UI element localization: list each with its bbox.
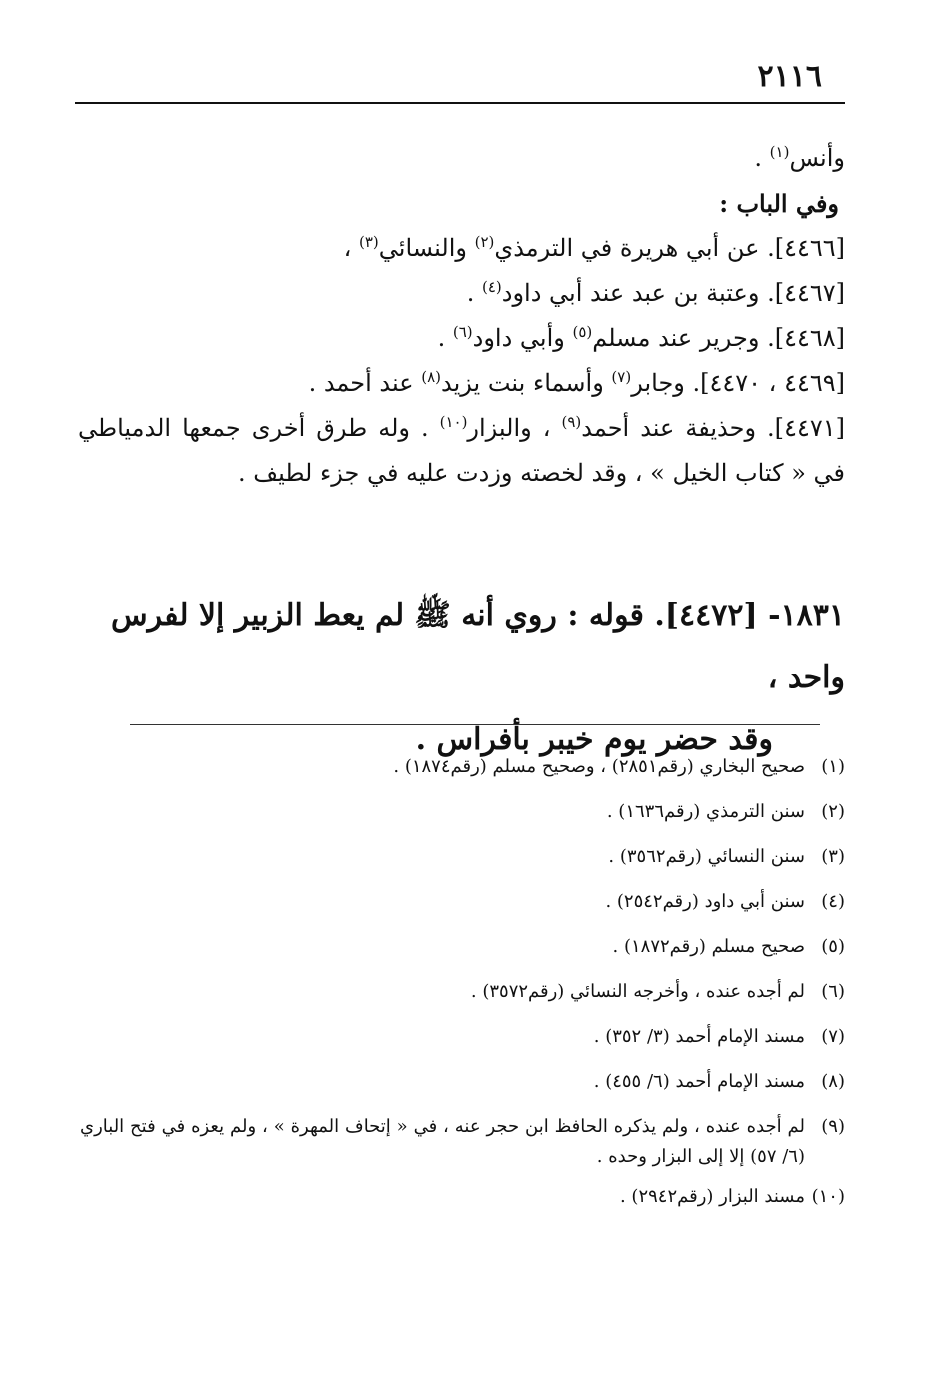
footnote-number: (١٠) (811, 1186, 845, 1207)
footnote-ref[interactable]: (٢) (474, 233, 495, 251)
entry-line (78, 361, 845, 406)
footnote-ref[interactable]: (٨) (421, 368, 441, 386)
entry-paragraph (78, 406, 845, 496)
main-text (78, 136, 845, 496)
footnote-text: لم أجده عنده ، ولم يذكره الحافظ ابن حجر عنه ، في « إتحاف المهرة » ، ولم يعزه في فتح الباري (٦/ ٥٧) إلا إلى البزار وحده . (80, 1116, 805, 1167)
footnote-ref[interactable]: (٤) (482, 278, 502, 296)
footnote (80, 887, 845, 917)
entry-text: [٤٤٦٦]. عن أبي هريرة في الترمذي (494, 234, 845, 262)
section-heading: وفي الباب : (719, 189, 839, 218)
footnote-number: (٩) (821, 1116, 845, 1137)
entry-text: [٤٤٦٨]. وجرير عند مسلم (592, 324, 845, 352)
footnote-text: صحيح البخاري (رقم٢٨٥١) ، وصحيح مسلم (رقم١٨٧٤) . (393, 756, 805, 777)
footnotes-list (80, 752, 845, 1227)
footnote-ref[interactable]: (٥) (572, 323, 593, 341)
line-text: . (754, 144, 770, 172)
hadith-line-2: وقد حضر يوم خيبر بأفراس . (415, 722, 773, 757)
footnote-text: سنن الترمذي (رقم١٦٣٦) . (606, 801, 805, 822)
hadith-line-1: ١٨٣١- [٤٤٧٢]. قوله : روي أنه ﷺ لم يعط الزبير إلا لفرس واحد ، (110, 598, 845, 695)
footnote (80, 842, 845, 872)
footnote-number: (٧) (821, 1026, 845, 1047)
text-line (78, 136, 845, 181)
footnote-number: (٨) (821, 1071, 845, 1092)
footnote (80, 1182, 845, 1212)
footnote-separator (130, 724, 820, 725)
page-number: ٢١١٦ (757, 59, 822, 94)
entry-text: [٤٤٦٧]. وعتبة بن عبد عند أبي داود (501, 279, 845, 307)
entry-text: ، (343, 234, 359, 262)
entry-text: . (466, 279, 482, 307)
entry-text: والنسائي (378, 234, 475, 262)
footnote (80, 932, 845, 962)
footnote-ref[interactable]: (٧) (611, 368, 632, 386)
entry-text: . (437, 324, 453, 352)
entry-line (78, 226, 845, 271)
footnote-number: (١) (821, 756, 845, 777)
footnote-number: (٣) (821, 846, 845, 867)
entry-line (78, 271, 845, 316)
footnote-ref[interactable]: (٩) (561, 413, 582, 431)
entry-text: . وله طرق أخرى جمعها الدمياطي في « كتاب الخيل » ، وقد لخصته وزدت عليه في جزء لطيف . (78, 414, 845, 487)
footnote (80, 797, 845, 827)
footnote-number: (٦) (821, 981, 845, 1002)
entry-text: [٤٤٦٩ ، ٤٤٧٠]. وجابر (631, 369, 845, 397)
footnote-ref[interactable]: (١) (769, 143, 790, 161)
footnote (80, 977, 845, 1007)
footnote (80, 1112, 845, 1172)
footnote-ref[interactable]: (٦) (452, 323, 473, 341)
footnote-number: (٢) (821, 801, 845, 822)
footnote-text: لم أجده عنده ، وأخرجه النسائي (رقم٣٥٧٢) . (470, 981, 805, 1002)
line-text: وأنس (789, 144, 845, 172)
entry-text: عند أحمد . (308, 369, 422, 397)
entry-text: وأبي داود (472, 324, 573, 352)
hadith-heading (78, 585, 845, 771)
footnote-text: مسند الإمام أحمد (٣/ ٣٥٢) . (593, 1026, 805, 1047)
entry-text: ، والبزار (467, 414, 562, 442)
entry-text: وأسماء بنت يزيد (441, 369, 612, 397)
footnote-number: (٥) (821, 936, 845, 957)
footnote-ref[interactable]: (٣) (358, 233, 379, 251)
footnote-number: (٤) (821, 891, 845, 912)
footnote-text: مسند الإمام أحمد (٦/ ٤٥٥) . (593, 1071, 805, 1092)
footnote (80, 752, 845, 782)
footnote-text: صحيح مسلم (رقم١٨٧٢) . (612, 936, 805, 957)
footnote-text: سنن النسائي (رقم٣٥٦٢) . (608, 846, 805, 867)
footnote-ref[interactable]: (١٠) (439, 413, 468, 431)
footnote-text: مسند البزار (رقم٢٩٤٢) . (619, 1186, 805, 1207)
entry-line (78, 316, 845, 361)
footnote-text: سنن أبي داود (رقم٢٥٤٢) . (605, 891, 805, 912)
footnote (80, 1067, 845, 1097)
header-rule (75, 102, 845, 104)
entry-text: [٤٤٧١]. وحذيفة عند أحمد (581, 414, 845, 442)
footnote (80, 1022, 845, 1052)
